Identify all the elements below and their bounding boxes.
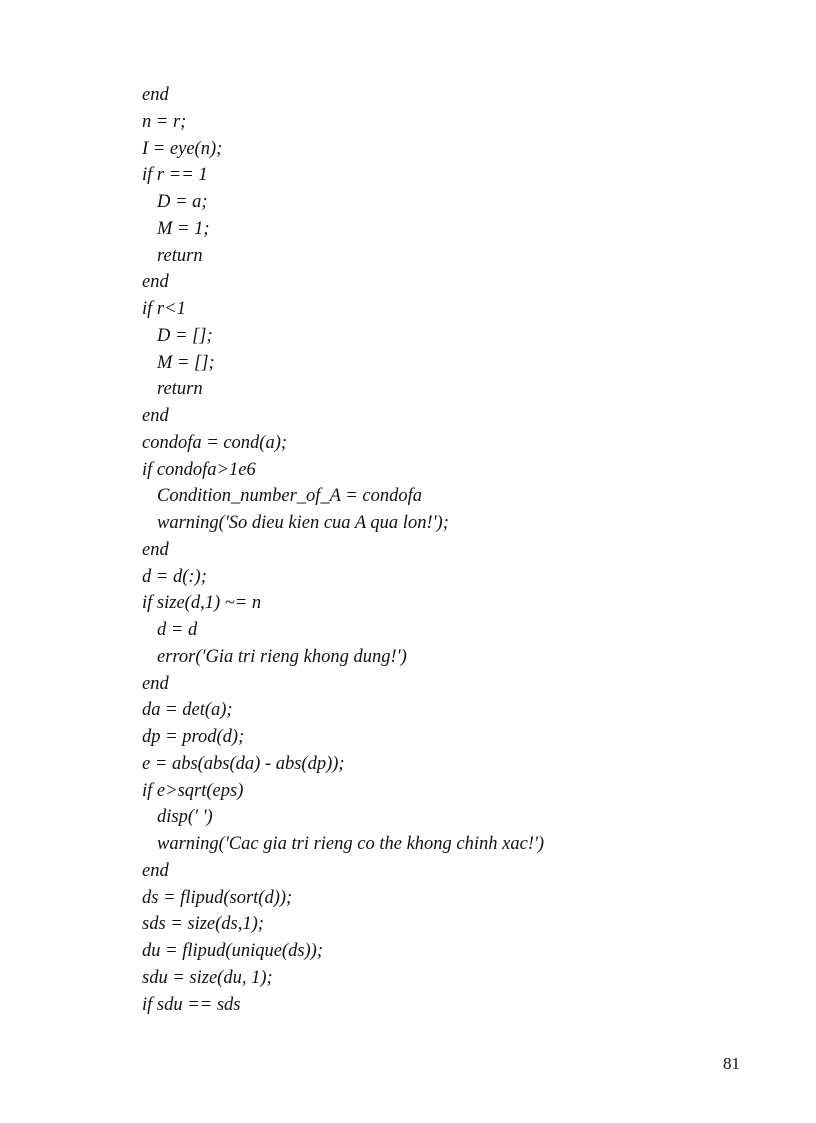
code-line: M = 1; bbox=[157, 218, 210, 239]
code-line: return bbox=[157, 379, 203, 400]
code-line: error('Gia tri rieng khong dung!') bbox=[157, 646, 407, 667]
code-line: if r<1 bbox=[142, 299, 186, 319]
code-line: if r == 1 bbox=[142, 165, 208, 186]
code-line: I = eye(n); bbox=[142, 138, 223, 159]
code-line: warning('Cac gia tri rieng co the khong chinh xac!') bbox=[157, 834, 545, 854]
code-line: sdu = size(du, 1); bbox=[142, 967, 273, 988]
code-line: D = []; bbox=[157, 325, 213, 346]
code-line: if size(d,1) ~= n bbox=[142, 593, 262, 614]
code-line: end bbox=[142, 673, 169, 694]
code-line: dp = prod(d); bbox=[142, 727, 245, 747]
code-line: return bbox=[157, 245, 203, 266]
code-line: if sdu == sds bbox=[142, 994, 241, 1015]
code-line: sds = size(ds,1); bbox=[142, 914, 264, 935]
code-line: D = a; bbox=[157, 192, 208, 212]
code-line: end bbox=[142, 272, 169, 293]
code-line: disp(' ') bbox=[157, 807, 213, 828]
code-line: d = d bbox=[157, 620, 198, 640]
code-line: condofa = cond(a); bbox=[142, 432, 288, 453]
code-listing bbox=[142, 82, 742, 1018]
code-line: da = det(a); bbox=[142, 700, 233, 721]
code-line: end bbox=[142, 860, 169, 881]
code-line: warning('So dieu kien cua A qua lon!'); bbox=[157, 513, 449, 533]
code-line: ds = flipud(sort(d)); bbox=[142, 887, 293, 908]
code-line: if e>sqrt(eps) bbox=[142, 780, 244, 801]
page-number: 81 bbox=[723, 1054, 740, 1073]
code-line: n = r; bbox=[142, 111, 187, 132]
code-line: end bbox=[142, 85, 169, 105]
code-line: e = abs(abs(da) - abs(dp)); bbox=[142, 753, 345, 774]
code-line: M = []; bbox=[157, 352, 215, 373]
code-line: d = d(:); bbox=[142, 566, 207, 587]
code-line: du = flipud(unique(ds)); bbox=[142, 941, 324, 961]
code-line: Condition_number_of_A = condofa bbox=[157, 486, 422, 507]
code-line: end bbox=[142, 406, 169, 426]
code-line: end bbox=[142, 539, 169, 560]
code-line: if condofa>1e6 bbox=[142, 459, 256, 480]
